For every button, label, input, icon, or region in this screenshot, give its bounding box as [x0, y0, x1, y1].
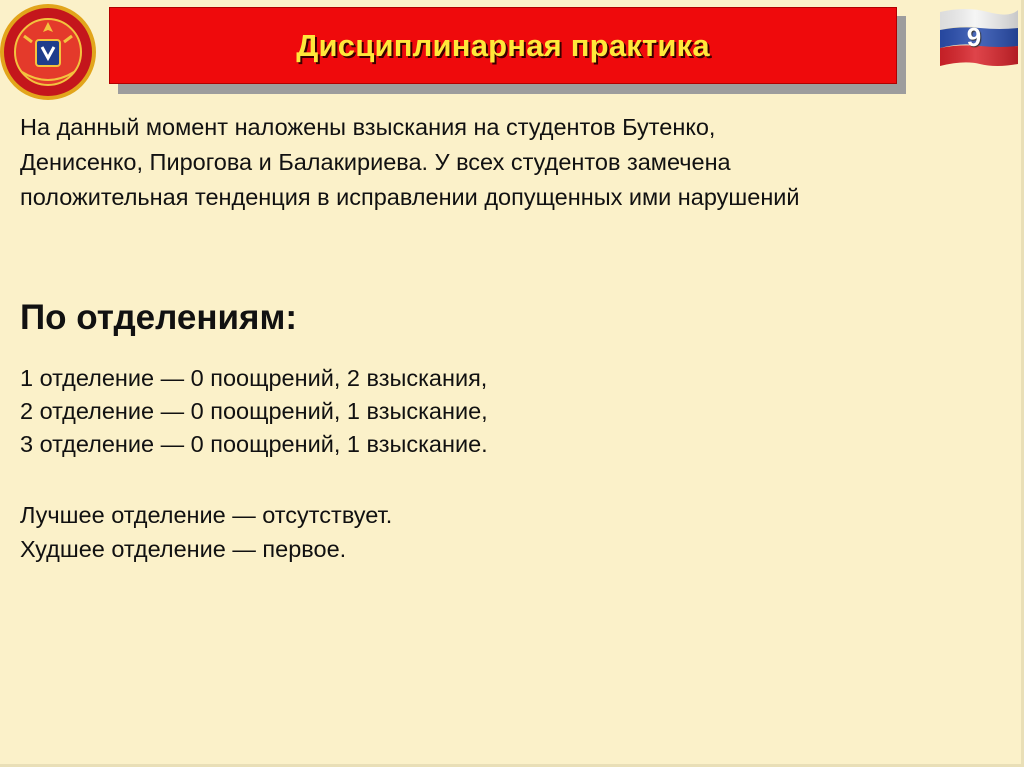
title-banner	[109, 7, 897, 84]
best-department-text: Лучшее отделение — отсутствует.	[20, 502, 393, 528]
intro-line: положительная тенденция в исправлении допущенных ими нарушений	[20, 184, 800, 210]
institution-emblem-icon	[0, 2, 96, 102]
intro-paragraph	[20, 110, 1010, 215]
department-stats-list	[20, 362, 488, 461]
intro-line: Денисенко, Пирогова и Балакириева. У всех студентов замечена	[20, 149, 731, 175]
page-title: Дисциплинарная практика	[296, 27, 710, 63]
intro-line: На данный момент наложены взыскания на студентов Бутенко,	[20, 114, 716, 140]
list-item: 2 отделение — 0 поощрений, 1 взыскание,	[20, 398, 488, 424]
summary-block	[20, 498, 392, 566]
list-item: 3 отделение — 0 поощрений, 1 взыскание.	[20, 431, 488, 457]
slide-number: 9	[966, 22, 982, 52]
intro-block	[20, 110, 1010, 215]
section-heading: По отделениям:	[20, 298, 297, 337]
list-item: 1 отделение — 0 поощрений, 2 взыскания,	[20, 365, 488, 391]
worst-department-text: Худшее отделение — первое.	[20, 536, 347, 562]
